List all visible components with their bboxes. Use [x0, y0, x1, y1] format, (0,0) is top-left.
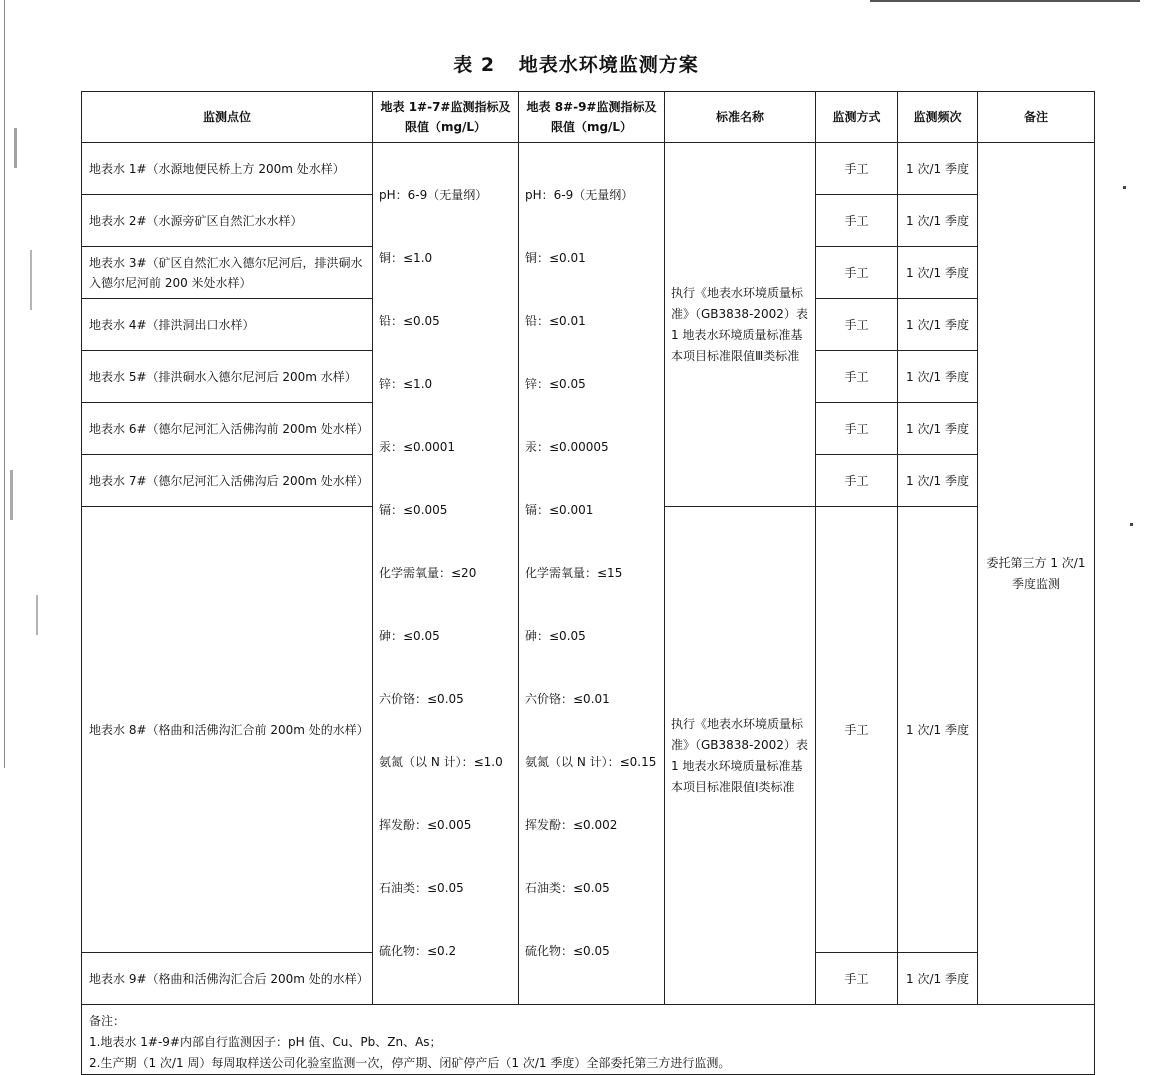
site-cell: 地表水 4#（排洪洞出口水样）: [82, 299, 373, 351]
notes-line-1: 1.地表水 1#-9#内部自行监测因子：pH 值、Cu、Pb、Zn、As；: [89, 1035, 442, 1049]
limit-item: 石油类：≤0.05: [379, 881, 464, 895]
site-cell: 地表水 6#（德尔尼河汇入活佛沟前 200m 处水样）: [82, 403, 373, 455]
standard-class-3-cell: 执行《地表水环境质量标准》（GB3838-2002）表 1 地表水环境质量标准基本项目标准限值Ⅲ类标准: [665, 143, 816, 507]
scan-speck: [1123, 186, 1126, 189]
monitoring-plan-table: [81, 91, 1095, 1075]
limit-item: 硫化物：≤0.2: [379, 944, 457, 958]
table-title: [0, 50, 1152, 77]
limit-item: 六价铬：≤0.05: [379, 692, 464, 706]
table-number: 表 2: [453, 54, 496, 76]
limit-item: 化学需氧量：≤15: [525, 566, 623, 580]
limit-item: 镉：≤0.001: [525, 503, 594, 517]
limit-item: 氨氮（以 N 计）：≤0.15: [525, 755, 657, 769]
standard-class-1-cell: 执行《地表水环境质量标准》（GB3838-2002）表 1 地表水环境质量标准基本项目标准限值Ⅰ类标准: [665, 507, 816, 1005]
method-cell: 手工: [816, 403, 898, 455]
limit-item: 六价铬：≤0.01: [525, 692, 610, 706]
header-frequency: 监测频次: [898, 92, 978, 143]
header-remarks: 备注: [978, 92, 1095, 143]
site-cell: 地表水 3#（矿区自然汇水入德尔尼河后，排洪硐水入德尔尼河前 200 米处水样）: [82, 247, 373, 299]
method-cell: 手工: [816, 507, 898, 953]
site-cell: 地表水 9#（格曲和活佛沟汇合后 200m 处的水样）: [82, 953, 373, 1005]
frequency-cell: 1 次/1 季度: [898, 247, 978, 299]
frequency-cell: 1 次/1 季度: [898, 455, 978, 507]
frequency-cell: 1 次/1 季度: [898, 351, 978, 403]
limit-item: pH：6-9（无量纲）: [525, 188, 634, 202]
frequency-cell: 1 次/1 季度: [898, 195, 978, 247]
limit-item: 挥发酚：≤0.002: [525, 818, 618, 832]
site-cell: 地表水 2#（水源旁矿区自然汇水水样）: [82, 195, 373, 247]
site-cell: 地表水 1#（水源地便民桥上方 200m 处水样）: [82, 143, 373, 195]
remarks-cell: 委托第三方 1 次/1 季度监测: [978, 143, 1095, 1005]
header-site: 监测点位: [82, 92, 373, 143]
limit-item: pH：6-9（无量纲）: [379, 188, 488, 202]
method-cell: 手工: [816, 299, 898, 351]
scan-speck: [30, 250, 32, 310]
notes-heading: 备注：: [89, 1014, 126, 1028]
frequency-cell: 1 次/1 季度: [898, 953, 978, 1005]
header-method: 监测方式: [816, 92, 898, 143]
limit-item: 氨氮（以 N 计）：≤1.0: [379, 755, 503, 769]
notes-line-2: 2.生产期（1 次/1 周）每周取样送公司化验室监测一次，停产期、闭矿停产后（1 次/1 季度）全部委托第三方进行监测。: [89, 1056, 731, 1070]
header-row: [82, 92, 1095, 143]
table-name: 地表水环境监测方案: [518, 54, 699, 76]
notes-cell: [82, 1005, 1095, 1075]
limit-item: 硫化物：≤0.05: [525, 944, 610, 958]
frequency-cell: 1 次/1 季度: [898, 507, 978, 953]
limits-1-7-cell: [373, 143, 519, 1005]
header-limits-8-9: 地表 8#-9#监测指标及限值（mg/L）: [519, 92, 665, 143]
limit-item: 锌：≤0.05: [525, 377, 586, 391]
method-cell: 手工: [816, 455, 898, 507]
header-limits-1-7: 地表 1#-7#监测指标及限值（mg/L）: [373, 92, 519, 143]
frequency-cell: 1 次/1 季度: [898, 403, 978, 455]
site-cell: 地表水 5#（排洪硐水入德尔尼河后 200m 水样）: [82, 351, 373, 403]
frequency-cell: 1 次/1 季度: [898, 299, 978, 351]
scan-speck: [36, 595, 38, 635]
limit-item: 锌：≤1.0: [379, 377, 433, 391]
notes-row: [82, 1005, 1095, 1075]
limit-item: 铜：≤0.01: [525, 251, 586, 265]
method-cell: 手工: [816, 195, 898, 247]
method-cell: 手工: [816, 953, 898, 1005]
header-standard: 标准名称: [665, 92, 816, 143]
limit-item: 石油类：≤0.05: [525, 881, 610, 895]
limit-item: 铅：≤0.01: [525, 314, 586, 328]
table-row: [82, 143, 1095, 195]
limit-item: 化学需氧量：≤20: [379, 566, 477, 580]
limit-item: 砷：≤0.05: [525, 629, 586, 643]
method-cell: 手工: [816, 351, 898, 403]
site-cell: 地表水 8#（格曲和活佛沟汇合前 200m 处的水样）: [82, 507, 373, 953]
method-cell: 手工: [816, 247, 898, 299]
limit-item: 汞：≤0.0001: [379, 440, 456, 454]
frequency-cell: 1 次/1 季度: [898, 143, 978, 195]
scan-border-top: [870, 0, 1140, 2]
limit-item: 挥发酚：≤0.005: [379, 818, 472, 832]
scan-speck: [14, 128, 17, 168]
limit-item: 铅：≤0.05: [379, 314, 440, 328]
scan-border-left: [4, 0, 5, 768]
site-cell: 地表水 7#（德尔尼河汇入活佛沟后 200m 处水样）: [82, 455, 373, 507]
scan-speck: [1130, 523, 1133, 526]
scan-speck: [10, 470, 13, 520]
limits-8-9-cell: [519, 143, 665, 1005]
limit-item: 砷：≤0.05: [379, 629, 440, 643]
limit-item: 铜：≤1.0: [379, 251, 433, 265]
method-cell: 手工: [816, 143, 898, 195]
limit-item: 汞：≤0.00005: [525, 440, 609, 454]
limit-item: 镉：≤0.005: [379, 503, 448, 517]
